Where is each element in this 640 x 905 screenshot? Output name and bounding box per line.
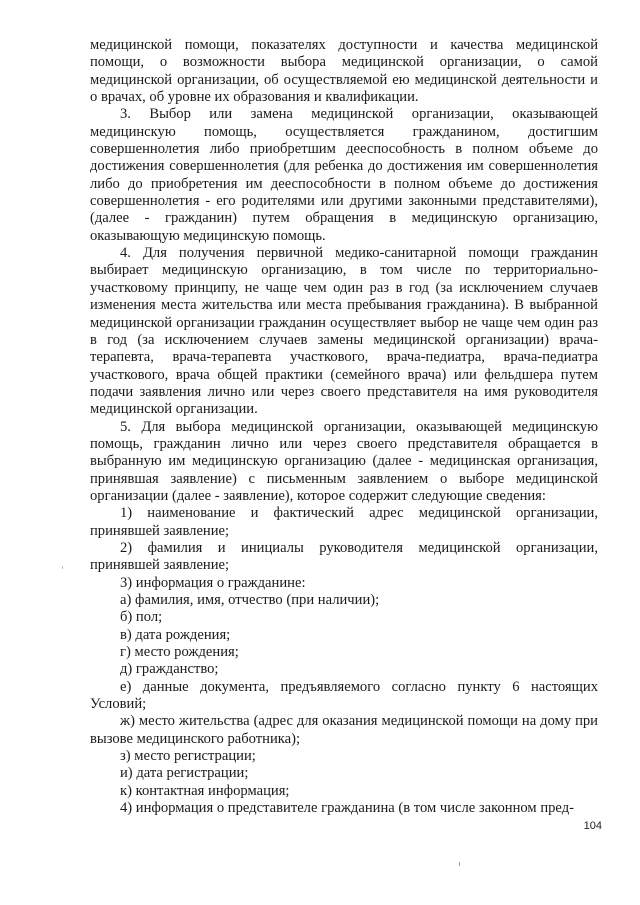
list-subitem-k: к) контактная информация;: [120, 782, 290, 799]
list-item-3: 3) информация о гражданине:: [120, 574, 306, 591]
list-subitem-z: з) место регистрации;: [120, 748, 256, 765]
page-number: 104: [583, 820, 602, 832]
list-subitem-e: е) данные документа, предъявляемого согласно пункту 6 настоящих Условий;: [90, 678, 598, 713]
scan-mark: [62, 566, 63, 569]
paragraph-continuation: медицинской помощи, показателях доступности и качества медицинской помощи, о возможности выбора медицинской организации, о самой медицинской организации, об осуществляемой ею медицинской деятельности и о врачах, об уровне их образования и квалификации.: [90, 37, 598, 106]
list-subitem-d: д) гражданство;: [120, 661, 219, 678]
list-item-4: 4) информация о представителе гражданина (в том числе законном пред-: [120, 800, 574, 817]
list-subitem-b: б) пол;: [120, 609, 163, 626]
paragraph-item-4: 4. Для получения первичной медико-санитарной помощи гражданин выбирает медицинскую организацию, в том числе по территориально-участковому принципу, не чаще чем один раз в год (за исключением случаев изменения места жительства или места пребывания гражданина). В выбранной медицинской организации гражданин осуществляет выбор не чаще чем один раз в год (за исключением случаев замены медицинской организации) врача-терапевта, врача-терапевта участкового, врача-педиатра, врача-педиатра участкового, врача общей практики (семейного врача) или фельдшера путем подачи заявления лично или через своего представителя на имя руководителя медицинской организации.: [90, 245, 598, 418]
list-subitem-zh: ж) место жительства (адрес для оказания медицинской помощи на дому при вызове медицинского работника);: [90, 713, 598, 747]
paragraph-item-5: 5. Для выбора медицинской организации, оказывающей медицинскую помощь, гражданин лично или через своего представителя обращается в выбранную им медицинскую организацию (далее - медицинская организация, принявшая заявление) с письменным заявлением о выборе медицинской организации (далее - заявление), которое содержит следующие сведения:: [90, 418, 598, 504]
list-item-2: 2) фамилия и инициалы руководителя медицинской организации, принявшей заявление;: [90, 539, 598, 574]
list-subitem-a: а) фамилия, имя, отчество (при наличии);: [120, 592, 380, 608]
list-subitem-i: и) дата регистрации;: [120, 765, 249, 782]
list-subitem-g: г) место рождения;: [120, 644, 239, 661]
document-page: [90, 37, 598, 817]
paragraph-item-3: 3. Выбор или замена медицинской организации, оказывающей медицинскую помощь, осуществляется гражданином, достигшим совершеннолетия либо приобретшим дееспособность в полном объеме до достижения совершеннолетия (для ребенка до достижения им совершеннолетия либо до приобретения им дееспособности в полном объеме до достижения совершеннолетия - его родителями или другими законными представителями), (далее - гражданин) путем обращения в медицинскую организацию, оказывающую медицинскую помощь.: [90, 106, 598, 244]
scan-mark: [459, 862, 460, 866]
list-subitem-v: в) дата рождения;: [120, 626, 231, 643]
list-item-1: 1) наименование и фактический адрес медицинской организации, принявшей заявление;: [90, 505, 598, 539]
